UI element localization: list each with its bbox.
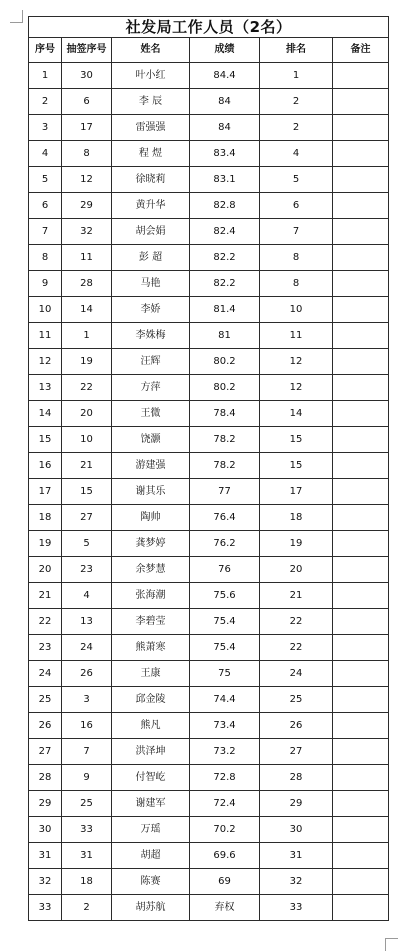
- table-row: [29, 245, 389, 271]
- cell-no: 30: [29, 817, 62, 843]
- cell-name: 谢其乐: [112, 479, 190, 505]
- cell-note: [333, 609, 389, 635]
- cell-name: 王微: [112, 401, 190, 427]
- cell-no: 3: [29, 115, 62, 141]
- cell-name: 胡会娟: [112, 219, 190, 245]
- cell-no: 12: [29, 349, 62, 375]
- cell-name: 叶小红: [112, 63, 190, 89]
- cell-name: 张海潮: [112, 583, 190, 609]
- cell-rank: 2: [260, 115, 333, 141]
- cell-rank: 26: [260, 713, 333, 739]
- cell-draw-no: 23: [62, 557, 112, 583]
- cell-score: 82.2: [190, 271, 260, 297]
- header-name: 姓名: [112, 38, 190, 63]
- cell-score: 75.6: [190, 583, 260, 609]
- cell-score: 69.6: [190, 843, 260, 869]
- cell-score: 82.2: [190, 245, 260, 271]
- cell-draw-no: 4: [62, 583, 112, 609]
- table-row: [29, 375, 389, 401]
- cell-no: 9: [29, 271, 62, 297]
- cell-note: [333, 245, 389, 271]
- cell-no: 29: [29, 791, 62, 817]
- cell-draw-no: 22: [62, 375, 112, 401]
- cell-no: 31: [29, 843, 62, 869]
- cell-note: [333, 141, 389, 167]
- cell-no: 25: [29, 687, 62, 713]
- table-row: [29, 323, 389, 349]
- cell-no: 33: [29, 895, 62, 921]
- cell-score: 75.4: [190, 609, 260, 635]
- cell-no: 23: [29, 635, 62, 661]
- cell-score: 78.2: [190, 427, 260, 453]
- cell-note: [333, 89, 389, 115]
- cell-score: 72.4: [190, 791, 260, 817]
- table-row: [29, 661, 389, 687]
- cell-score: 80.2: [190, 349, 260, 375]
- cell-no: 24: [29, 661, 62, 687]
- table-row: [29, 349, 389, 375]
- cell-rank: 10: [260, 297, 333, 323]
- cell-draw-no: 32: [62, 219, 112, 245]
- cell-rank: 4: [260, 141, 333, 167]
- cell-no: 6: [29, 193, 62, 219]
- table-row: [29, 739, 389, 765]
- cell-score: 81.4: [190, 297, 260, 323]
- cell-name: 王康: [112, 661, 190, 687]
- table-body: [29, 63, 389, 921]
- cell-note: [333, 323, 389, 349]
- cell-name: 李姝梅: [112, 323, 190, 349]
- header-row: [29, 38, 389, 63]
- cell-no: 8: [29, 245, 62, 271]
- cell-note: [333, 791, 389, 817]
- cell-name: 龚梦婷: [112, 531, 190, 557]
- cell-rank: 11: [260, 323, 333, 349]
- table-row: [29, 895, 389, 921]
- header-score: 成绩: [190, 38, 260, 63]
- cell-draw-no: 16: [62, 713, 112, 739]
- cell-note: [333, 583, 389, 609]
- table-row: [29, 713, 389, 739]
- cell-score: 82.4: [190, 219, 260, 245]
- cell-no: 19: [29, 531, 62, 557]
- cell-name: 李碧莹: [112, 609, 190, 635]
- cell-name: 饶灏: [112, 427, 190, 453]
- cell-draw-no: 5: [62, 531, 112, 557]
- cell-no: 10: [29, 297, 62, 323]
- cell-note: [333, 713, 389, 739]
- cell-no: 16: [29, 453, 62, 479]
- cell-no: 7: [29, 219, 62, 245]
- table-row: [29, 453, 389, 479]
- cell-no: 2: [29, 89, 62, 115]
- cell-no: 5: [29, 167, 62, 193]
- header-no: 序号: [29, 38, 62, 63]
- cell-draw-no: 2: [62, 895, 112, 921]
- cell-rank: 1: [260, 63, 333, 89]
- cell-score: 76.4: [190, 505, 260, 531]
- table-row: [29, 557, 389, 583]
- cell-score: 弃权: [190, 895, 260, 921]
- cell-name: 洪泽坤: [112, 739, 190, 765]
- cell-score: 84.4: [190, 63, 260, 89]
- table-title: 社发局工作人员（2名）: [29, 17, 389, 38]
- cell-note: [333, 63, 389, 89]
- cell-note: [333, 349, 389, 375]
- cell-draw-no: 17: [62, 115, 112, 141]
- cell-note: [333, 817, 389, 843]
- cell-note: [333, 505, 389, 531]
- table-row: [29, 427, 389, 453]
- cell-name: 谢建军: [112, 791, 190, 817]
- table-row: [29, 635, 389, 661]
- cell-draw-no: 10: [62, 427, 112, 453]
- cell-draw-no: 9: [62, 765, 112, 791]
- cell-name: 邱金陵: [112, 687, 190, 713]
- cell-no: 15: [29, 427, 62, 453]
- table-row: [29, 479, 389, 505]
- cell-note: [333, 765, 389, 791]
- cell-draw-no: 19: [62, 349, 112, 375]
- cell-score: 72.8: [190, 765, 260, 791]
- cell-note: [333, 739, 389, 765]
- cell-name: 胡苏航: [112, 895, 190, 921]
- results-table: [28, 16, 389, 921]
- cell-name: 熊凡: [112, 713, 190, 739]
- cell-score: 82.8: [190, 193, 260, 219]
- cell-rank: 15: [260, 453, 333, 479]
- table-row: [29, 141, 389, 167]
- table-row: [29, 531, 389, 557]
- cell-score: 77: [190, 479, 260, 505]
- cell-draw-no: 31: [62, 843, 112, 869]
- cell-note: [333, 531, 389, 557]
- cell-rank: 30: [260, 817, 333, 843]
- table-row: [29, 869, 389, 895]
- table-row: [29, 687, 389, 713]
- cell-name: 万瑶: [112, 817, 190, 843]
- cell-score: 83.1: [190, 167, 260, 193]
- cell-draw-no: 6: [62, 89, 112, 115]
- table-row: [29, 167, 389, 193]
- cell-score: 73.2: [190, 739, 260, 765]
- cell-note: [333, 661, 389, 687]
- cell-name: 程 煜: [112, 141, 190, 167]
- cell-draw-no: 13: [62, 609, 112, 635]
- cell-name: 李娇: [112, 297, 190, 323]
- cell-rank: 32: [260, 869, 333, 895]
- cell-no: 27: [29, 739, 62, 765]
- table-row: [29, 401, 389, 427]
- cell-name: 彭 超: [112, 245, 190, 271]
- cell-score: 78.2: [190, 453, 260, 479]
- cell-name: 徐晓莉: [112, 167, 190, 193]
- cell-note: [333, 115, 389, 141]
- cell-score: 84: [190, 115, 260, 141]
- cell-rank: 6: [260, 193, 333, 219]
- cell-note: [333, 479, 389, 505]
- cell-note: [333, 895, 389, 921]
- cell-rank: 17: [260, 479, 333, 505]
- cell-draw-no: 18: [62, 869, 112, 895]
- cell-rank: 21: [260, 583, 333, 609]
- cell-draw-no: 8: [62, 141, 112, 167]
- table-row: [29, 271, 389, 297]
- cell-note: [333, 687, 389, 713]
- cell-draw-no: 29: [62, 193, 112, 219]
- table-row: [29, 297, 389, 323]
- cell-no: 13: [29, 375, 62, 401]
- cell-name: 胡超: [112, 843, 190, 869]
- cell-name: 陈赛: [112, 869, 190, 895]
- cell-rank: 20: [260, 557, 333, 583]
- crop-mark-top-left: [10, 10, 23, 23]
- cell-draw-no: 25: [62, 791, 112, 817]
- cell-no: 11: [29, 323, 62, 349]
- cell-rank: 8: [260, 245, 333, 271]
- cell-draw-no: 11: [62, 245, 112, 271]
- cell-no: 17: [29, 479, 62, 505]
- header-note: 备注: [333, 38, 389, 63]
- cell-score: 74.4: [190, 687, 260, 713]
- header-rank: 排名: [260, 38, 333, 63]
- table-row: [29, 817, 389, 843]
- cell-note: [333, 427, 389, 453]
- cell-draw-no: 27: [62, 505, 112, 531]
- cell-name: 方萍: [112, 375, 190, 401]
- cell-no: 28: [29, 765, 62, 791]
- cell-note: [333, 167, 389, 193]
- cell-name: 付智屹: [112, 765, 190, 791]
- cell-name: 游建强: [112, 453, 190, 479]
- table-row: [29, 193, 389, 219]
- cell-rank: 25: [260, 687, 333, 713]
- table-row: [29, 219, 389, 245]
- header-draw-no: 抽签序号: [62, 38, 112, 63]
- cell-no: 20: [29, 557, 62, 583]
- cell-note: [333, 219, 389, 245]
- cell-draw-no: 15: [62, 479, 112, 505]
- cell-score: 76: [190, 557, 260, 583]
- cell-score: 69: [190, 869, 260, 895]
- cell-score: 81: [190, 323, 260, 349]
- cell-no: 32: [29, 869, 62, 895]
- cell-rank: 22: [260, 609, 333, 635]
- cell-score: 80.2: [190, 375, 260, 401]
- cell-draw-no: 7: [62, 739, 112, 765]
- cell-name: 余梦慧: [112, 557, 190, 583]
- cell-rank: 18: [260, 505, 333, 531]
- cell-draw-no: 30: [62, 63, 112, 89]
- cell-no: 1: [29, 63, 62, 89]
- cell-score: 83.4: [190, 141, 260, 167]
- cell-rank: 31: [260, 843, 333, 869]
- cell-note: [333, 557, 389, 583]
- cell-note: [333, 869, 389, 895]
- cell-score: 76.2: [190, 531, 260, 557]
- cell-name: 雷强强: [112, 115, 190, 141]
- cell-no: 14: [29, 401, 62, 427]
- table-row: [29, 843, 389, 869]
- cell-score: 75.4: [190, 635, 260, 661]
- cell-draw-no: 3: [62, 687, 112, 713]
- cell-rank: 8: [260, 271, 333, 297]
- cell-name: 熊萧寒: [112, 635, 190, 661]
- table-row: [29, 765, 389, 791]
- cell-rank: 27: [260, 739, 333, 765]
- cell-note: [333, 453, 389, 479]
- cell-note: [333, 297, 389, 323]
- cell-draw-no: 14: [62, 297, 112, 323]
- cell-draw-no: 24: [62, 635, 112, 661]
- cell-draw-no: 12: [62, 167, 112, 193]
- cell-score: 70.2: [190, 817, 260, 843]
- cell-rank: 12: [260, 375, 333, 401]
- cell-rank: 22: [260, 635, 333, 661]
- table-row: [29, 115, 389, 141]
- cell-rank: 5: [260, 167, 333, 193]
- cell-note: [333, 401, 389, 427]
- table-row: [29, 63, 389, 89]
- cell-name: 马艳: [112, 271, 190, 297]
- cell-draw-no: 33: [62, 817, 112, 843]
- cell-name: 黄升华: [112, 193, 190, 219]
- cell-draw-no: 28: [62, 271, 112, 297]
- cell-rank: 24: [260, 661, 333, 687]
- cell-score: 75: [190, 661, 260, 687]
- cell-rank: 29: [260, 791, 333, 817]
- cell-rank: 33: [260, 895, 333, 921]
- cell-rank: 28: [260, 765, 333, 791]
- cell-note: [333, 193, 389, 219]
- cell-score: 73.4: [190, 713, 260, 739]
- cell-name: 陶帅: [112, 505, 190, 531]
- cell-draw-no: 1: [62, 323, 112, 349]
- cell-name: 汪辉: [112, 349, 190, 375]
- table-row: [29, 505, 389, 531]
- cell-rank: 7: [260, 219, 333, 245]
- cell-note: [333, 375, 389, 401]
- cell-note: [333, 843, 389, 869]
- table-row: [29, 583, 389, 609]
- cell-no: 21: [29, 583, 62, 609]
- cell-no: 22: [29, 609, 62, 635]
- cell-rank: 12: [260, 349, 333, 375]
- cell-rank: 2: [260, 89, 333, 115]
- table-row: [29, 791, 389, 817]
- table-row: [29, 89, 389, 115]
- cell-no: 26: [29, 713, 62, 739]
- cell-draw-no: 21: [62, 453, 112, 479]
- table-row: [29, 609, 389, 635]
- crop-mark-bottom-right: [385, 938, 398, 951]
- cell-rank: 19: [260, 531, 333, 557]
- cell-rank: 14: [260, 401, 333, 427]
- cell-score: 78.4: [190, 401, 260, 427]
- cell-draw-no: 20: [62, 401, 112, 427]
- cell-no: 18: [29, 505, 62, 531]
- cell-note: [333, 635, 389, 661]
- cell-score: 84: [190, 89, 260, 115]
- cell-name: 李 辰: [112, 89, 190, 115]
- cell-no: 4: [29, 141, 62, 167]
- cell-draw-no: 26: [62, 661, 112, 687]
- cell-rank: 15: [260, 427, 333, 453]
- cell-note: [333, 271, 389, 297]
